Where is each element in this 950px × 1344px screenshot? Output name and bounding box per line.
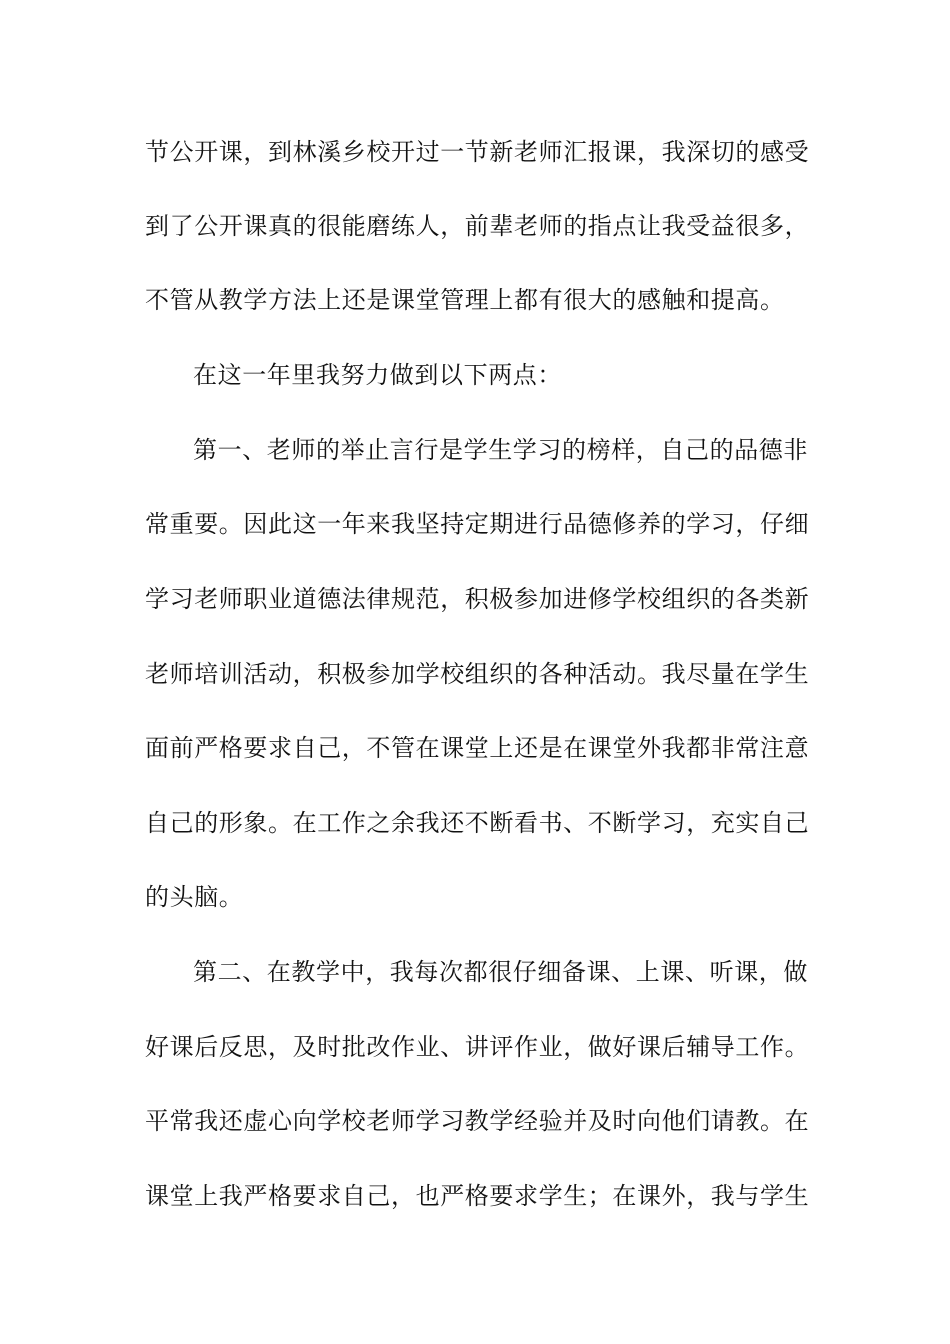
text-line: 好课后反思，及时批改作业、讲评作业，做好课后辅导工作。 <box>145 1033 810 1061</box>
text-line: 节公开课，到林溪乡校开过一节新老师汇报课，我深切的感受 <box>145 138 810 166</box>
text-line: 课堂上我严格要求自己，也严格要求学生；在课外，我与学生 <box>145 1182 810 1210</box>
text-line: 不管从教学方法上还是课堂管理上都有很大的感触和提高。 <box>145 286 785 314</box>
paragraph-heading-line: 在这一年里我努力做到以下两点： <box>193 361 562 389</box>
text-line: 面前严格要求自己，不管在课堂上还是在课堂外我都非常注意 <box>145 734 810 762</box>
text-line: 的头脑。 <box>145 883 244 911</box>
text-line: 学习老师职业道德法律规范，积极参加进修学校组织的各类新 <box>145 585 810 613</box>
text-line: 常重要。因此这一年来我坚持定期进行品德修养的学习，仔细 <box>145 510 810 538</box>
text-line: 自己的形象。在工作之余我还不断看书、不断学习，充实自己 <box>145 809 810 837</box>
text-line: 到了公开课真的很能磨练人，前辈老师的指点让我受益很多， <box>145 212 810 240</box>
text-line: 老师培训活动，积极参加学校组织的各种活动。我尽量在学生 <box>145 660 810 688</box>
paragraph-first-line: 第二、在教学中，我每次都很仔细备课、上课、听课，做 <box>193 958 808 986</box>
text-line: 平常我还虚心向学校老师学习教学经验并及时向他们请教。在 <box>145 1107 810 1135</box>
paragraph-first-line: 第一、老师的举止言行是学生学习的榜样，自己的品德非 <box>193 436 808 464</box>
